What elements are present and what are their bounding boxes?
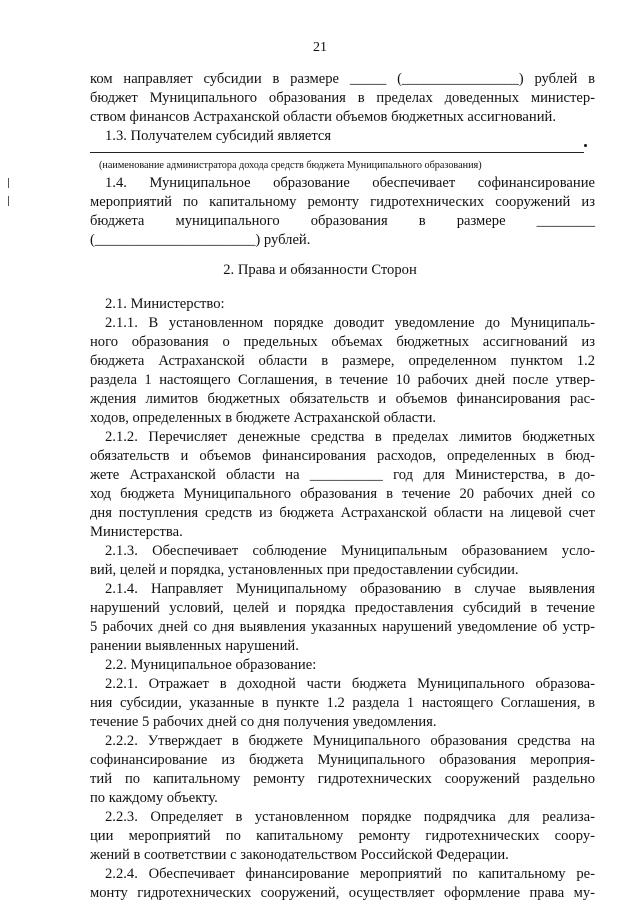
page-number: 21 bbox=[313, 40, 327, 55]
text-line: ходов, определенных в бюджете Астраханской области. bbox=[90, 410, 437, 426]
text-line: ждения лимитов бюджетных обязательств и объемов финансирования рас- bbox=[90, 391, 595, 407]
text-line: по каждому объекту. bbox=[90, 790, 218, 806]
underline-rule bbox=[90, 152, 584, 153]
text-line: 2.2.4. Обеспечивает финансирование мероприятий по капитальному ре- bbox=[105, 866, 595, 882]
text-line: дня поступления средств из бюджета Астраханской области на лицевой счет bbox=[90, 505, 595, 521]
text-line: ход бюджета Муниципального образования в течение 20 рабочих дней со bbox=[90, 486, 595, 502]
section-heading: 2. Права и обязанности Сторон bbox=[223, 262, 417, 278]
text-line: 2.1.1. В установленном порядке доводит уведомление до Муниципаль- bbox=[105, 315, 595, 331]
text-line: жете Астраханской области на __________ год для Министерства, в до- bbox=[90, 467, 595, 483]
scan-margin-mark bbox=[8, 196, 9, 206]
text-line: нарушений условий, целей и порядка предоставления субсидий в течение bbox=[90, 600, 595, 616]
text-line: 2.1.4. Направляет Муниципальному образованию в случае выявления bbox=[105, 581, 595, 597]
text-line: раздела 1 настоящего Соглашения, в течение 10 рабочих дней после утвер- bbox=[90, 372, 595, 388]
text-line: бюджета муниципального образования в размере ________ bbox=[90, 213, 595, 229]
text-line: 2.1.2. Перечисляет денежные средства в пределах лимитов бюджетных bbox=[105, 429, 595, 445]
text-line: жений в соответствии с законодательством Российской Федерации. bbox=[90, 847, 509, 863]
text-line: монту гидротехнических сооружений, осуществляет оформление права му- bbox=[90, 885, 595, 901]
text-line: 2.1.3. Обеспечивает соблюдение Муниципальным образованием усло- bbox=[105, 543, 595, 559]
text-line: 2.2.3. Определяет в установленном порядке подрядчика для реализа- bbox=[105, 809, 595, 825]
text-line: тий по капитальному ремонту гидротехнических сооружений раздельно bbox=[90, 771, 595, 787]
text-line: 1.3. Получателем субсидий является bbox=[105, 128, 332, 144]
text-line: ством финансов Астраханской области объемов бюджетных ассигнований. bbox=[90, 109, 556, 125]
text-line: (______________________) рублей. bbox=[90, 232, 311, 248]
text-line: обязательств и объемов финансирования расходов, определенных в бюд- bbox=[90, 448, 595, 464]
text-line: 2.2.2. Утверждает в бюджете Муниципального образования средства на bbox=[105, 733, 595, 749]
text-line: 5 рабочих дней со дня выявления указанных нарушений уведомление об устр- bbox=[90, 619, 595, 635]
text-line: Министерства. bbox=[90, 524, 183, 540]
period-mark bbox=[584, 144, 587, 147]
text-line: 2.2.1. Отражает в доходной части бюджета Муниципального образова- bbox=[105, 676, 595, 692]
text-line: ного образования о предельных объемах бюджетных ассигнований из bbox=[90, 334, 595, 350]
text-line: ния субсидии, указанные в пункте 1.2 раздела 1 настоящего Соглашения, в bbox=[90, 695, 595, 711]
text-line: мероприятий по капитальному ремонту гидротехнических сооружений из bbox=[90, 194, 595, 210]
text-line: течение 5 рабочих дней со дня получения уведомления. bbox=[90, 714, 437, 730]
scan-margin-mark bbox=[8, 178, 9, 188]
text-line: ции мероприятий по капитальному ремонту гидротехнических соору- bbox=[90, 828, 595, 844]
text-line: бюджета Астраханской области в размере, определенном пунктом 1.2 bbox=[90, 353, 595, 369]
text-line: ком направляет субсидии в размере _____ (________________) рублей в bbox=[90, 71, 595, 87]
text-line: софинансирование из бюджета Муниципального образования мероприя- bbox=[90, 752, 595, 768]
text-line: 2.1. Министерство: bbox=[105, 296, 225, 312]
text-line: вий, целей и порядка, установленных при предоставлении субсидии. bbox=[90, 562, 519, 578]
caption-note: (наименование администратора дохода средств бюджета Муниципального образования) bbox=[99, 160, 482, 171]
text-line: 2.2. Муниципальное образование: bbox=[105, 657, 317, 673]
text-line: бюджет Муниципального образования в пределах доведенных министер- bbox=[90, 90, 595, 106]
text-line: ранении выявленных нарушений. bbox=[90, 638, 299, 654]
text-line: 1.4. Муниципальное образование обеспечивает софинансирование bbox=[105, 175, 595, 191]
